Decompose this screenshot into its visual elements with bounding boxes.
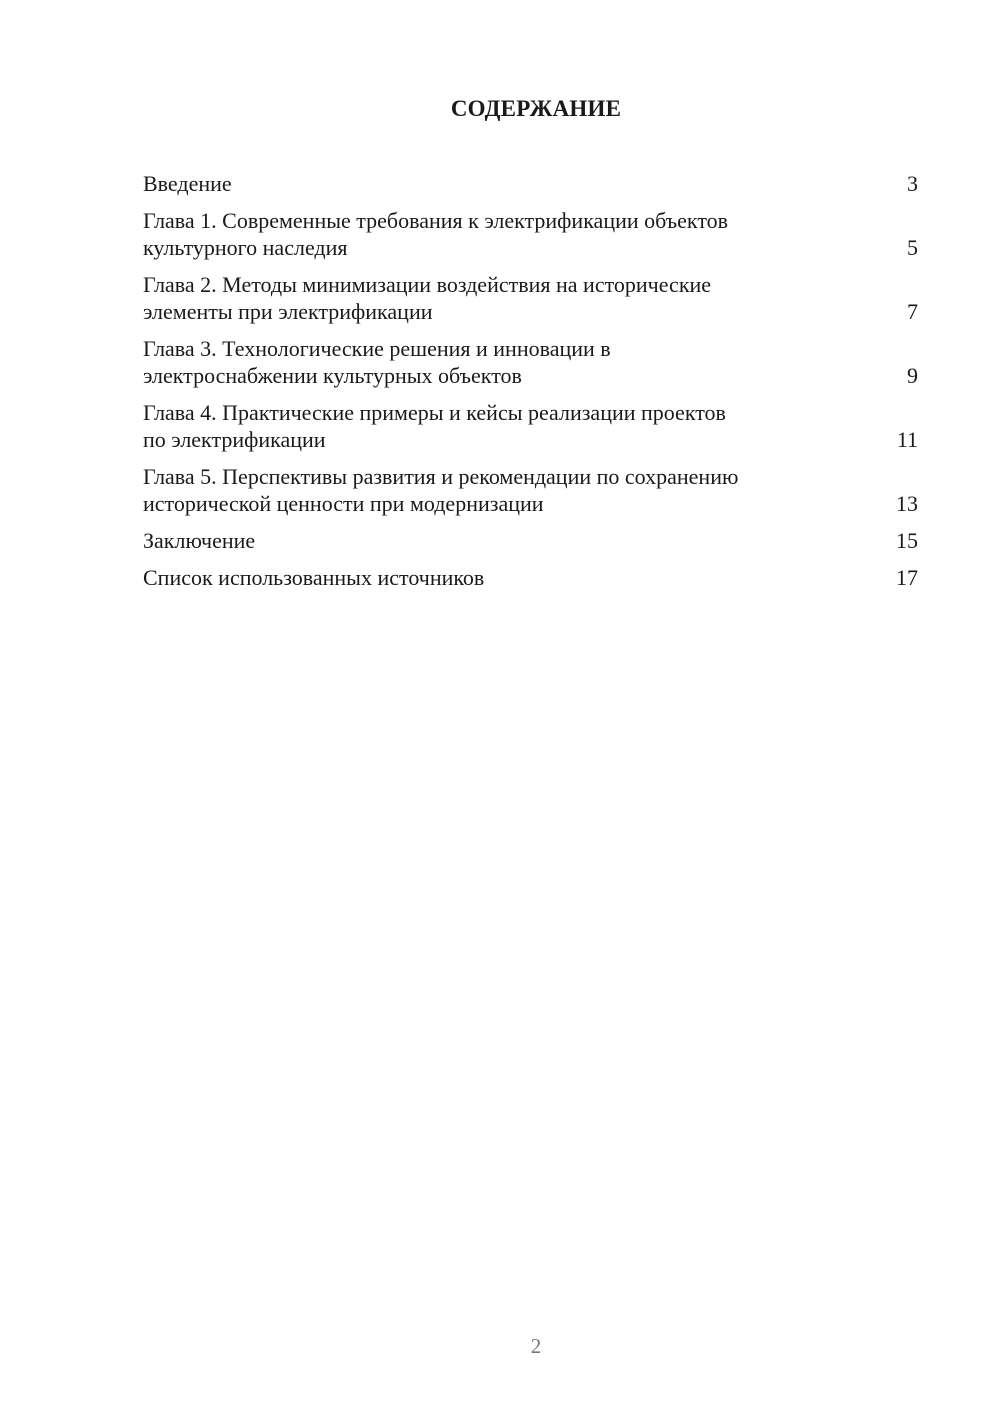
toc-entry-page: 15 xyxy=(896,528,918,553)
toc-entry-line: элементы при электрификации xyxy=(143,299,433,324)
toc-entry-line: Заключение xyxy=(143,528,256,553)
toc-entry-line: Глава 5. Перспективы развития и рекомендации по сохранению xyxy=(143,464,739,489)
toc-entry-page: 11 xyxy=(896,427,918,452)
toc-entry-page: 7 xyxy=(907,299,918,324)
toc-entry-chapter-3 xyxy=(143,335,918,389)
toc-entry-line: Список использованных источников xyxy=(143,565,485,590)
toc-entry-chapter-5 xyxy=(143,463,918,517)
toc-entry-label xyxy=(143,170,232,197)
toc-entry-chapter-1 xyxy=(143,207,918,261)
toc-entry-references xyxy=(143,564,918,591)
table-of-contents xyxy=(143,170,918,591)
toc-entry-chapter-4 xyxy=(143,399,918,453)
page-number: 2 xyxy=(530,1334,542,1358)
toc-entry-line: Глава 1. Современные требования к электрификации объектов xyxy=(143,208,729,233)
toc-entry-label xyxy=(143,527,255,554)
toc-entry-line: культурного наследия xyxy=(143,235,348,260)
toc-entry-line: Глава 4. Практические примеры и кейсы реализации проектов xyxy=(143,400,726,425)
page-title: СОДЕРЖАНИЕ xyxy=(450,96,622,121)
toc-entry-line: исторической ценности при модернизации xyxy=(143,491,544,516)
toc-entry-page: 5 xyxy=(907,235,918,260)
toc-entry-label xyxy=(143,564,484,591)
toc-entry-introduction xyxy=(143,170,918,197)
toc-entry-chapter-2 xyxy=(143,271,918,325)
toc-entry-label xyxy=(143,207,728,261)
toc-entry-page: 17 xyxy=(896,565,918,590)
toc-entry-page: 3 xyxy=(907,171,918,196)
toc-entry-page: 13 xyxy=(896,491,918,516)
toc-entry-line: Введение xyxy=(143,171,232,196)
toc-entry-label xyxy=(143,399,726,453)
toc-entry-label xyxy=(143,335,611,389)
toc-entry-line: Глава 2. Методы минимизации воздействия на исторические xyxy=(143,272,712,297)
toc-entry-label xyxy=(143,463,738,517)
toc-entry-line: Глава 3. Технологические решения и инновации в xyxy=(143,336,611,361)
toc-entry-label xyxy=(143,271,711,325)
toc-entry-line: по электрификации xyxy=(143,427,326,452)
toc-entry-conclusion xyxy=(143,527,918,554)
toc-entry-line: электроснабжении культурных объектов xyxy=(143,363,522,388)
toc-entry-page: 9 xyxy=(907,363,918,388)
